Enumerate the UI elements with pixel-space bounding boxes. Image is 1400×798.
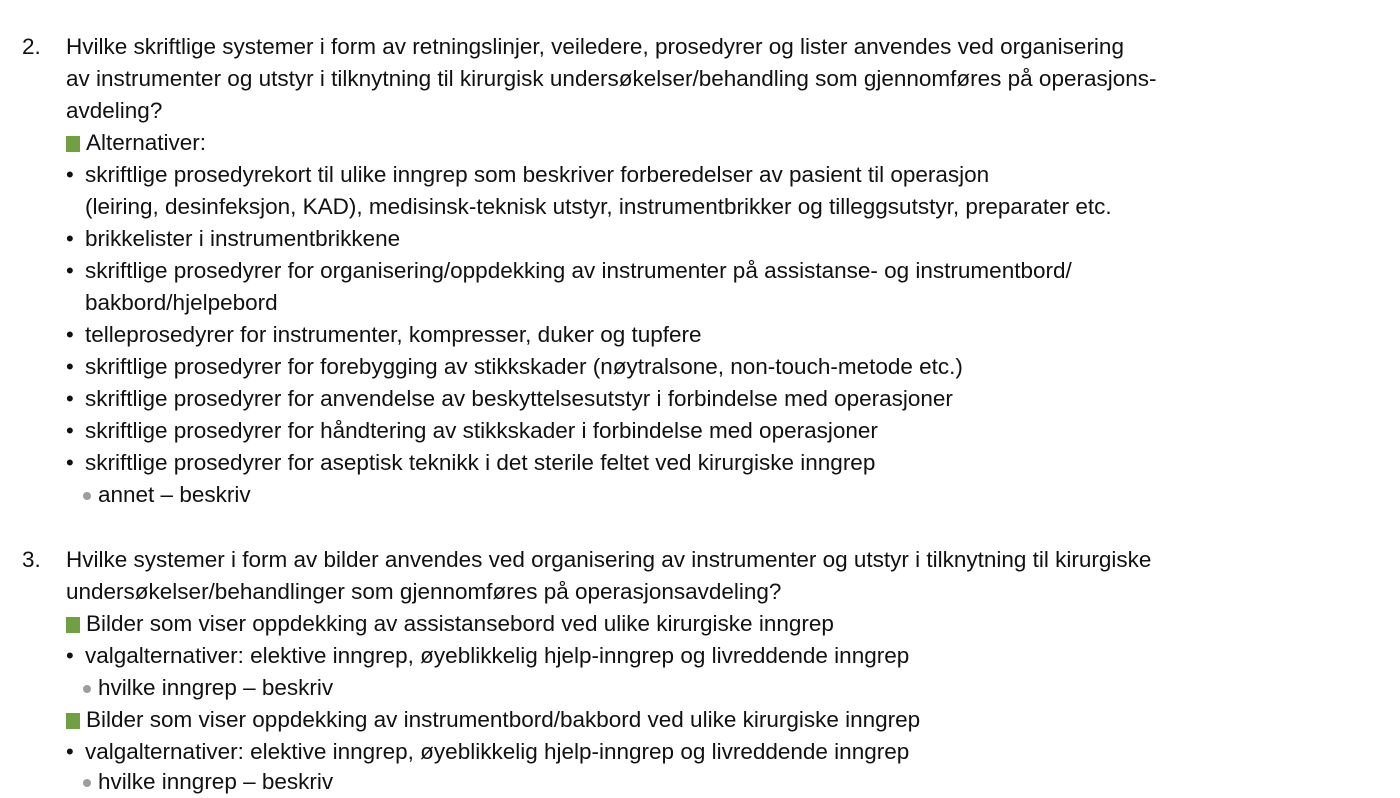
bullet-icon: • — [66, 418, 74, 443]
green-square-bullet-icon — [66, 713, 80, 729]
q2-question-text-3: avdeling? — [66, 98, 163, 123]
q3-bullet-text: valgalternativer: elektive inngrep, øyeblikkelig hjelp-inngrep og livreddende inngrep — [85, 739, 910, 764]
q3-question-text-1: Hvilke systemer i form av bilder anvendes ved organisering av instrumenter og utstyr i tilknytning til kirurgiske — [66, 547, 1152, 572]
bullet-icon: • — [66, 354, 74, 379]
q2-alternatives-label: Alternativer: — [86, 130, 207, 155]
q3-sub-bullet-text: hvilke inngrep – beskriv — [98, 675, 334, 700]
q3-group-2-label — [66, 704, 920, 736]
bullet-icon: • — [66, 162, 74, 187]
green-square-bullet-icon — [66, 617, 80, 633]
green-square-bullet-icon — [66, 136, 80, 152]
q3-sub-bullet-text: hvilke inngrep – beskriv — [98, 769, 334, 794]
bullet-icon: • — [66, 450, 74, 475]
bullet-icon: • — [66, 739, 74, 764]
bullet-icon: • — [66, 643, 74, 668]
q3-group-1-label — [66, 608, 834, 640]
q2-bullet-text: telleprosedyrer for instrumenter, kompresser, duker og tupfere — [85, 322, 702, 347]
bullet-icon: • — [66, 386, 74, 411]
q2-number: 2. — [22, 34, 41, 59]
q2-bullet-text: skriftlige prosedyrer for forebygging av stikkskader (nøytralsone, non-touch-metode etc.) — [85, 354, 963, 379]
q2-question-text-2: av instrumenter og utstyr i tilknytning til kirurgisk undersøkelser/behandling som gjennomføres på operasjons- — [66, 66, 1157, 91]
q3-question-text-2: undersøkelser/behandlinger som gjennomføres på operasjonsavdeling? — [66, 579, 782, 604]
q3-group-1-text: Bilder som viser oppdekking av assistansebord ved ulike kirurgiske inngrep — [86, 611, 834, 636]
q2-bullet-text: skriftlige prosedyrer for aseptisk teknikk i det sterile feltet ved kirurgiske inngrep — [85, 450, 876, 475]
q2-bullet-1-cont: (leiring, desinfeksjon, KAD), medisinsk-teknisk utstyr, instrumentbrikker og tilleggsutstyr, preparater etc. — [85, 194, 1112, 219]
sub-bullet-icon — [83, 685, 91, 693]
q2-group-label — [66, 127, 206, 159]
q3-number: 3. — [22, 547, 41, 572]
q3-group-2-text: Bilder som viser oppdekking av instrumentbord/bakbord ved ulike kirurgiske inngrep — [86, 707, 921, 732]
bullet-icon: • — [66, 322, 74, 347]
sub-bullet-icon — [83, 492, 91, 500]
bullet-icon: • — [66, 226, 74, 251]
q2-sub-bullet-text: annet – beskriv — [98, 482, 251, 507]
q3-bullet-text: valgalternativer: elektive inngrep, øyeblikkelig hjelp-inngrep og livreddende inngrep — [85, 643, 910, 668]
q2-bullet-text: skriftlige prosedyrer for organisering/oppdekking av instrumenter på assistanse- og instrumentbord/ — [85, 258, 1072, 283]
q2-question-text-1: Hvilke skriftlige systemer i form av retningslinjer, veiledere, prosedyrer og lister anvendes ved organisering — [66, 34, 1124, 59]
q2-bullet-text: skriftlige prosedyrer for håndtering av stikkskader i forbindelse med operasjoner — [85, 418, 878, 443]
q2-bullet-text: skriftlige prosedyrekort til ulike inngrep som beskriver forberedelser av pasient til operasjon — [85, 162, 990, 187]
q2-bullet-3-cont: bakbord/hjelpebord — [85, 290, 278, 315]
q2-bullet-text: skriftlige prosedyrer for anvendelse av beskyttelsesutstyr i forbindelse med operasjoner — [85, 386, 953, 411]
q2-bullet-text: brikkelister i instrumentbrikkene — [85, 226, 401, 251]
bullet-icon: • — [66, 258, 74, 283]
